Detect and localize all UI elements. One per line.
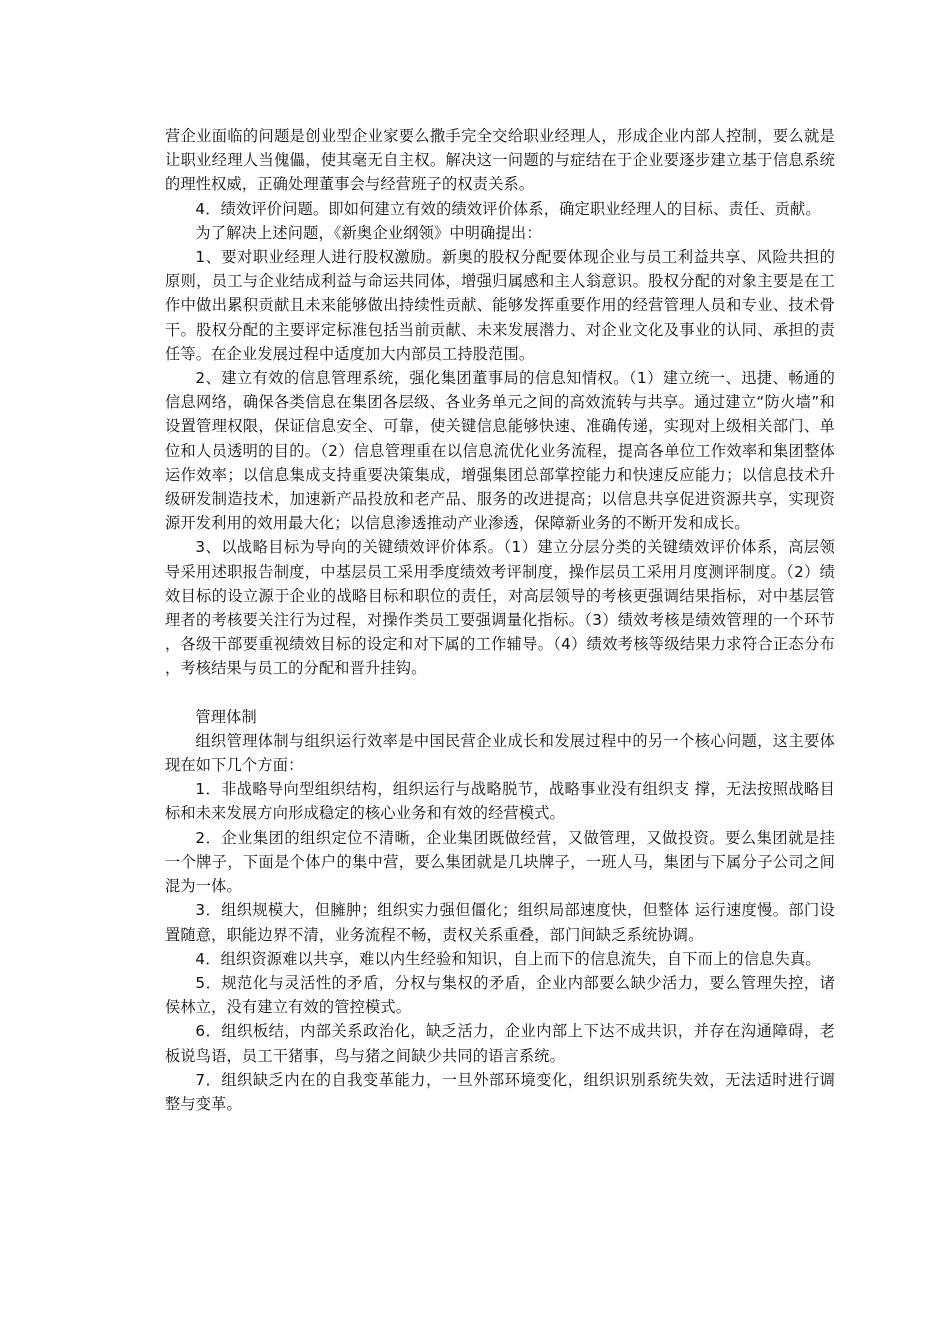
list-item-2: 2．企业集团的组织定位不清晰，企业集团既做经营，又做管理，又做投资。要么集团就是挂一个牌子，下面是个体户的集中营，要么集团就是几块牌子，一班人马，集团与下属分子公司之间混为一体。 (165, 828, 835, 896)
paragraph-performance-evaluation: 3、以战略目标为导向的关键绩效评价体系。（1）建立分层分类的关键绩效评价体系，高层领导采用述职报告制度，中基层员工采用季度绩效考评制度，操作层员工采用月度测评制度。（2）绩效目标的设立源于企业的战略目标和职位的责任，对高层领导的考核更强调结果指标，对中基层管理者的考核要关注行为过程，对操作类员工要强调量化指标。（3）绩效考核是绩效管理的一个环节，各级干部要重视绩效目标的设定和对下属的工作辅导。（4）绩效考核等级结果力求符合正态分布，考核结果与员工的分配和晋升挂钩。 (165, 538, 835, 678)
paragraph-equity-incentive: 1、要对职业经理人进行股权激励。新奥的股权分配要体现企业与员工利益共享、风险共担的原则，员工与企业结成利益与命运共同体，增强归属感和主人翁意识。股权分配的对象主要是在工作中做出累积贡献且未来能够做出持续性贡献、能够发挥重要作用的经营管理人员和专业、技术骨干。股权分配的主要评定标准包括当前贡献、未来发展潜力、对企业文化及事业的认同、承担的责任等。在企业发展过程中适度加大内部员工持股范围。 (165, 248, 835, 363)
list-item-7: 7．组织缺乏内在的自我变革能力，一旦外部环境变化，组织识别系统失效，无法适时进行调整与变革。 (165, 1070, 835, 1113)
list-item-3: 3．组织规模大，但臃肿；组织实力强但僵化；组织局部速度快，但整体 运行速度慢。部门设置随意，职能边界不清，业务流程不畅，责权关系重叠，部门间缺乏系统协调。 (165, 901, 835, 944)
list-item-5: 5．规范化与灵活性的矛盾，分权与集权的矛盾，企业内部要么缺少活力，要么管理失控，诸侯林立，没有建立有效的管控模式。 (165, 973, 835, 1017)
paragraph-intro: 为了解决上述问题，《新奥企业纲领》中明确提出： (195, 223, 542, 242)
list-item-4: 4．组织资源难以共享，难以内生经验和知识，自上而下的信息流失，自下而上的信息失真。 (195, 949, 821, 968)
paragraph-information-system: 2、建立有效的信息管理系统，强化集团董事局的信息知情权。（1）建立统一、迅捷、畅通的信息网络，确保各类信息在集团各层级、各业务单元之间的高效流转与共享。通过建立“防火墙”和设置管理权限，保证信息安全、可靠，使关键信息能够快速、准确传递，实现对上级相关部门、单位和人员透明的目的。（2）信息管理重在以信息流优化业务流程，提高各单位工作效率和集团整体运作效率；以信息集成支持重要决策集成，增强集团总部掌控能力和快速反应能力；以信息技术升级研发制造技术，加速新产品投放和老产品、服务的改进提高；以信息共享促进资源共享，实现资源开发利用的效用最大化；以信息渗透推动产业渗透，保障新业务的不断开发和成长。 (165, 369, 835, 533)
list-item-6: 6．组织板结，内部关系政治化，缺乏活力，企业内部上下达不成共识，并存在沟通障碍，老板说鸟语，员工干猪事，鸟与猪之间缺少共同的语言系统。 (165, 1022, 835, 1065)
paragraph-section-intro: 组织管理体制与组织运行效率是中国民营企业成长和发展过程中的另一个核心问题，这主要体现在如下几个方面： (165, 731, 835, 775)
list-item-1: 1．非战略导向型组织结构，组织运行与战略脱节，战略事业没有组织支 撑，无法按照战略目标和未来发展方向形成稳定的核心业务和有效的经营模式。 (165, 780, 835, 823)
paragraph-continuation: 营企业面临的问题是创业型企业家要么撒手完全交给职业经理人，形成企业内部人控制，要么就是让职业经理人当傀儡，使其毫无自主权。解决这一问题的与症结在于企业要逐步建立基于信息系统的理性权威，正确处理董事会与经营班子的权责关系。 (165, 127, 835, 194)
document-body (165, 124, 835, 1116)
section-spacer (165, 681, 835, 705)
paragraph-item-4: 4．绩效评价问题。即如何建立有效的绩效评价体系，确定职业经理人的目标、责任、贡献。 (195, 199, 821, 218)
section-title: 管理体制 (195, 707, 257, 726)
